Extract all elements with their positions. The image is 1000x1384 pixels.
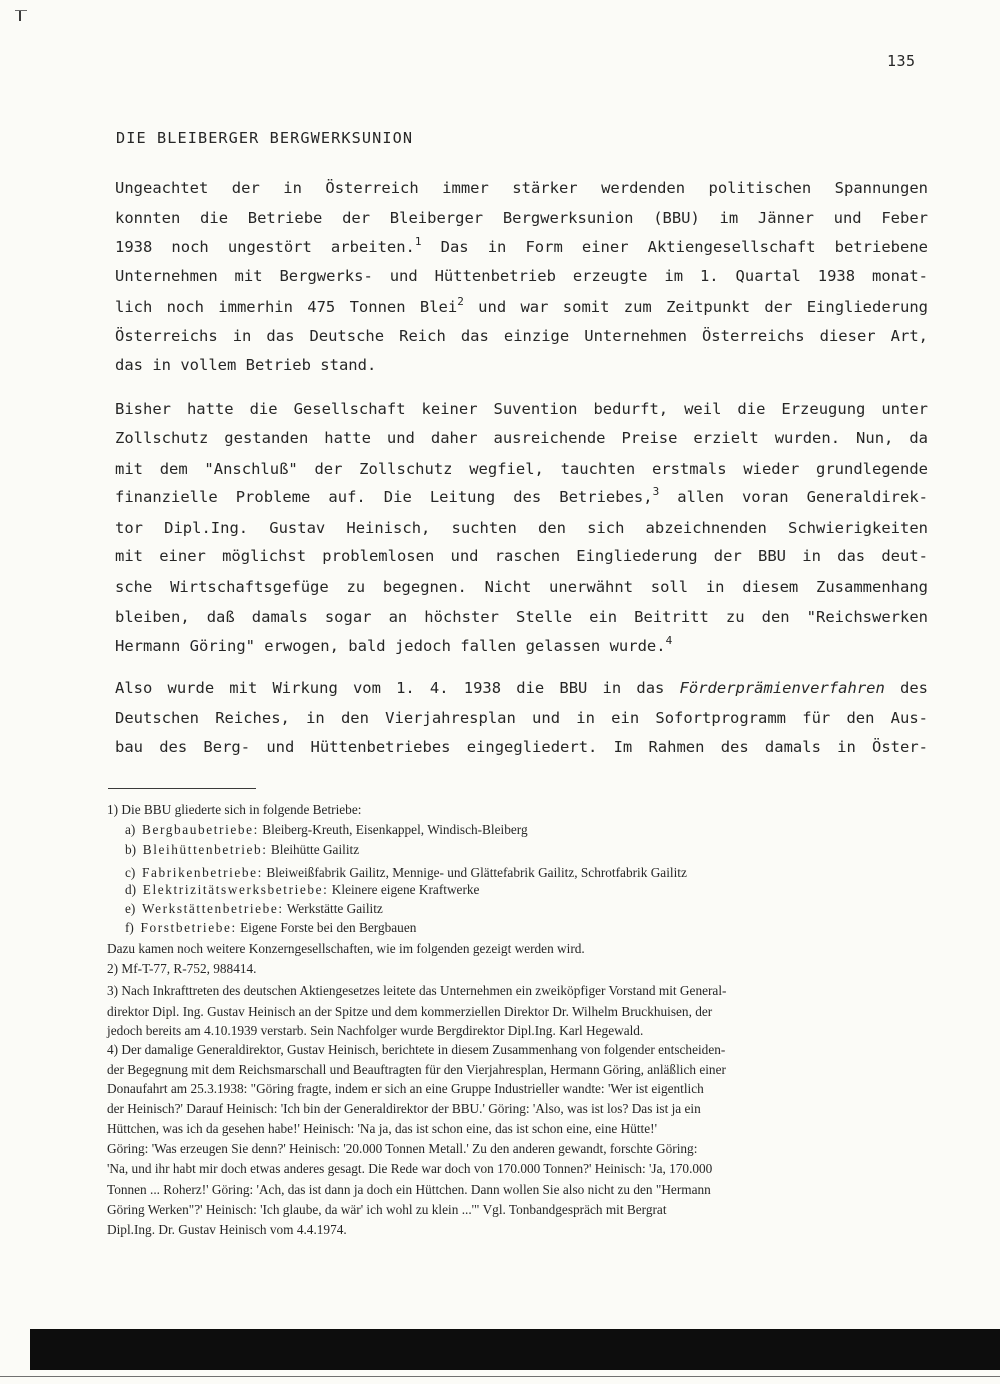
footnote-ref: 1 [414, 235, 422, 248]
footnote-line: Dazu kamen noch weitere Konzerngesellschaften, wie im folgenden gezeigt werden wird. [107, 941, 585, 956]
corner-registration-mark [15, 10, 29, 21]
body-line: Also wurde mit Wirkung vom 1. 4. 1938 die BBU in das Förderprämienverfahren des [115, 679, 928, 697]
footnote-item: e) Werkstättenbetriebe: Werkstätte Gailitz [125, 901, 383, 916]
footnote-line: Donaufahrt am 25.3.1938: "Göring fragte, indem er sich an eine Gruppe Industrieller wandte: 'Wer ist eigentlich [107, 1081, 704, 1096]
footnote-line: 3) Nach Inkrafttreten des deutschen Aktiengesetzes leitete das Unternehmen ein zweiköpfiger Vorstand mit General- [107, 983, 727, 998]
footnote-line: jedoch bereits am 4.10.1939 verstarb. Sein Nachfolger wurde Bergdirektor Dipl.Ing. Karl Hegewald. [107, 1023, 644, 1038]
footnote-line: direktor Dipl. Ing. Gustav Heinisch an der Spitze und dem kommerziellen Direktor Dr. Wilhelm Bruckhuisen, der [107, 1004, 713, 1019]
footnote-item: d) Elektrizitätswerksbetriebe: Kleinere eigene Kraftwerke [125, 882, 480, 897]
body-line: mit dem "Anschluß" der Zollschutz wegfiel, tauchten erstmals wieder grundlegende [115, 460, 928, 478]
page-number: 135 [887, 52, 916, 70]
footnote-line: 'Na, und ihr habt mir doch etwas anderes gesagt. Die Rede war doch von 170.000 Tonnen?' Heinisch: 'Ja, 170.000 [107, 1161, 713, 1176]
body-line: Unternehmen mit Bergwerks- und Hüttenbetrieb erzeugte im 1. Quartal 1938 monat- [115, 267, 928, 285]
scan-edge-line [0, 1376, 1000, 1377]
footnote-ref: 2 [457, 295, 464, 308]
body-line: Zollschutz gestanden hatte und daher ausreichende Preise erzielt wurden. Nun, da [115, 429, 928, 447]
footnote-ref: 4 [665, 634, 673, 647]
body-line: bleiben, daß damals sogar an höchster Stelle ein Beitritt zu den "Reichswerken [115, 608, 928, 626]
body-line: finanzielle Probleme auf. Die Leitung des Betriebes,$^3$ allen voran Generaldirek- [115, 485, 928, 506]
italic-term: Förderprämienverfahren [679, 679, 885, 697]
footnote-marker: 1) [107, 802, 119, 817]
footnote-line: Tonnen ... Roherz!' Göring: 'Ach, das ist dann ja doch ein Hüttchen. Dann wollen Sie also nicht zu den "Hermann [107, 1182, 711, 1197]
body-line: lich noch immerhin 475 Tonnen Blei$^2$ und war somit zum Zeitpunkt der Eingliederung [115, 295, 929, 316]
footnote-item: c) Fabrikenbetriebe: Bleiweißfabrik Gailitz, Mennige- und Glättefabrik Gailitz, Schrotfabrik Gailitz [125, 865, 687, 880]
footnote-line: Dipl.Ing. Dr. Gustav Heinisch vom 4.4.1974. [107, 1222, 347, 1237]
footnote-2: 2) Mf-T-77, R-752, 988414. [107, 961, 257, 976]
body-line: sche Wirtschaftsgefüge zu begegnen. Nicht unerwähnt soll in diesem Zusammenhang [115, 578, 928, 596]
footnote-marker: 4) [107, 1042, 119, 1057]
body-line: Bisher hatte die Gesellschaft keiner Suvention bedurft, weil die Erzeugung unter [115, 400, 928, 418]
footnote-item: a) Bergbaubetriebe: Bleiberg-Kreuth, Eisenkappel, Windisch-Bleiberg [125, 822, 528, 837]
body-line: mit einer möglichst problemlosen und raschen Eingliederung der BBU in das deut- [115, 547, 928, 565]
footnote-line: 1) Die BBU gliederte sich in folgende Betriebe: [107, 802, 362, 817]
body-line: Hermann Göring" erwogen, bald jedoch fallen gelassen wurde.$^4$ [115, 634, 673, 655]
footnote-item: b) Bleihüttenbetrieb: Bleihütte Gailitz [125, 842, 360, 857]
footnote-line: Hüttchen, was ich da gesehen habe!' Heinisch: 'Na ja, das ist schon eine, das ist schon eine, eine Hütte!' [107, 1121, 657, 1136]
footnote-line: Göring Werken"?' Heinisch: 'Ich glaube, da wär' ich wohl zu klein ...'" Vgl. Tonbandgespräch mit Bergrat [107, 1202, 667, 1217]
body-line: das in vollem Betrieb stand. [115, 356, 377, 374]
body-line: 1938 noch ungestört arbeiten.$^1$ Das in Form einer Aktiengesellschaft betriebene [115, 235, 928, 256]
body-line: Ungeachtet der in Österreich immer stärker werdenden politischen Spannungen [115, 179, 928, 197]
footnote-line: 4) Der damalige Generaldirektor, Gustav Heinisch, berichtete in diesem Zusammenhang von folgender entscheiden- [107, 1042, 726, 1057]
body-line: Österreichs in das Deutsche Reich das einzige Unternehmen Österreichs dieser Art, [115, 327, 928, 345]
footnote-separator [108, 788, 256, 789]
scan-black-band [30, 1329, 1000, 1370]
body-line: bau des Berg- und Hüttenbetriebes eingegliedert. Im Rahmen des damals in Öster- [115, 738, 928, 756]
footnote-ref: 3 [652, 485, 660, 498]
chapter-heading: DIE BLEIBERGER BERGWERKSUNION [116, 129, 414, 147]
footnote-line: Göring: 'Was erzeugen Sie denn?' Heinisch: '20.000 Tonnen Metall.' Zu den anderen gewandt, forschte Göring: [107, 1141, 698, 1156]
body-line: konnten die Betriebe der Bleiberger Bergwerksunion (BBU) im Jänner und Feber [115, 209, 928, 227]
footnote-item: f) Forstbetriebe: Eigene Forste bei den Bergbauen [125, 920, 417, 935]
footnote-line: der Heinisch?' Darauf Heinisch: 'Ich bin der Generaldirektor der BBU.' Göring: 'Also, was ist los? Das ist ja ein [107, 1101, 701, 1116]
footnote-line: der Begegnung mit dem Reichsmarschall und Beauftragten für den Vierjahresplan, Hermann Göring, anläßlich einer [107, 1062, 726, 1077]
footnote-marker: 3) [107, 983, 119, 998]
footnote-marker: 2) [107, 961, 119, 976]
body-line: Deutschen Reiches, in den Vierjahresplan und in ein Sofortprogramm für den Aus- [115, 709, 928, 727]
body-line: tor Dipl.Ing. Gustav Heinisch, suchten den sich abzeichnenden Schwierigkeiten [115, 519, 928, 537]
